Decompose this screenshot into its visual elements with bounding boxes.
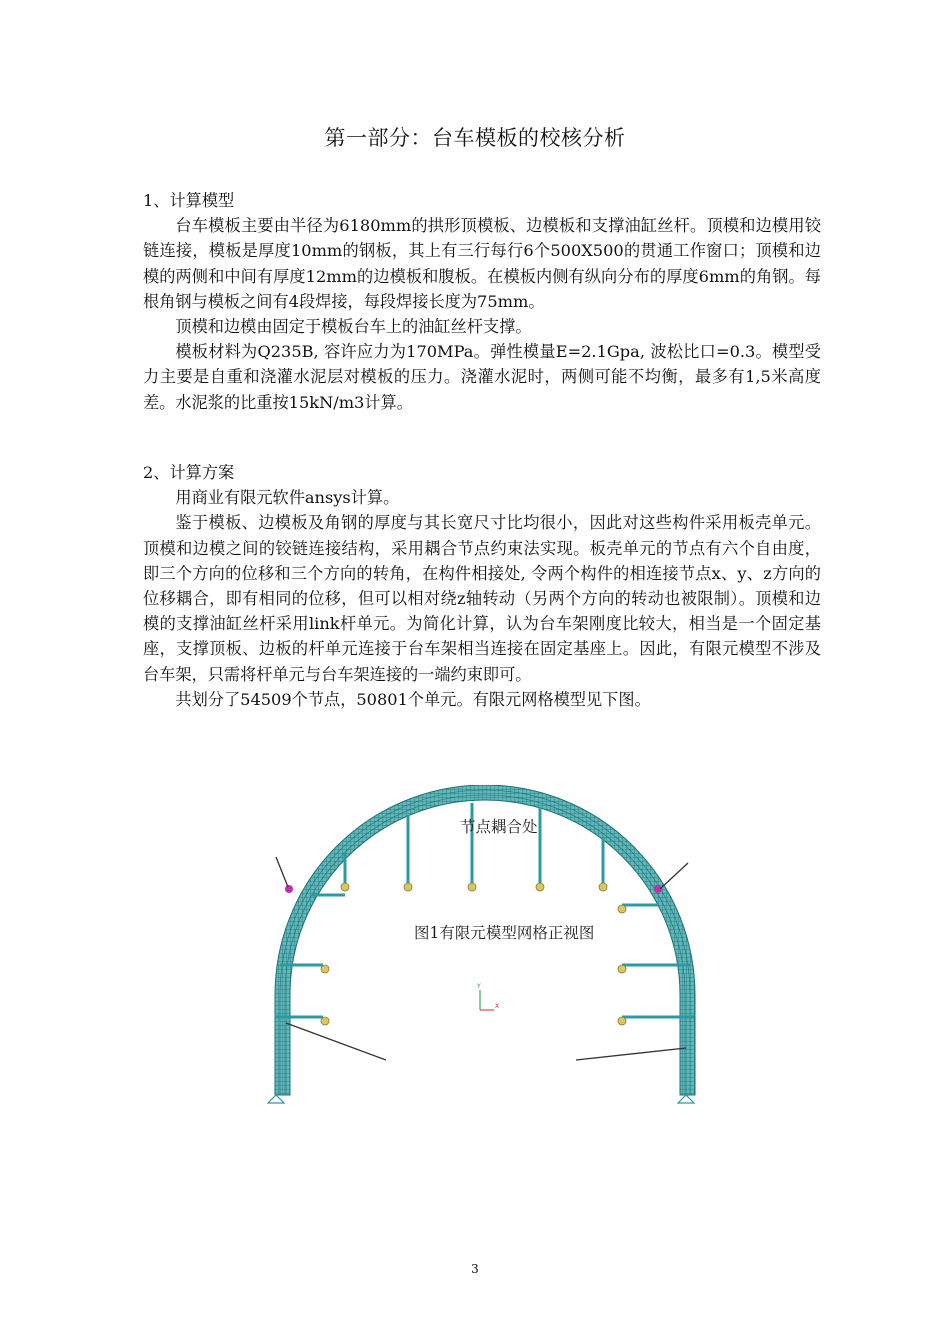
leader-line [660, 863, 688, 889]
support-foot [536, 883, 544, 891]
section-calculation-model [143, 188, 821, 415]
support-foot [341, 883, 349, 891]
paragraph: 台车模板主要由半径为6180mm的拱形顶模板、边模板和支撑油缸丝杆。顶模和边模用铰链连接，模板是厚度10mm的钢板，其上有三行每行6个500X500的贯通工作窗口；顶模和边模的两侧和中间有厚度12mm的边模板和腹板。在模板内侧有纵向分布的厚度6mm的角钢。每根角钢与模板之间有4段焊接，每段焊接长度为75mm。 [143, 216, 821, 311]
support-foot [321, 965, 329, 973]
axis-triad [476, 983, 499, 1010]
support-foot [618, 905, 626, 913]
paragraph: 鉴于模板、边模板及角钢的厚度与其长宽尺寸比均很小，因此对这些构件采用板壳单元。顶模和边模之间的铰链连接结构，采用耦合节点约束法实现。板壳单元的节点有六个自由度，即三个方向的位移和三个方向的转角，在构件相接处, 令两个构件的相连接节点x、y、z方向的位移耦合，即有相同的位移，但可以相对绕z轴转动（另两个方向的转动也被限制）。顶模和边模的支撑油缸丝杆采用link杆单元。为简化计算，认为台车架刚度比较大，相当是一个固定基座，支撑顶板、边板的杆单元连接于台车架相当连接在固定基座上。因此，有限元模型不涉及台车架，只需将杆单元与台车架连接的一端约束即可。 [143, 513, 821, 684]
support-foot [618, 1017, 626, 1025]
support-foot [404, 883, 412, 891]
paragraph: 共划分了54509个节点，50801个单元。有限元网格模型见下图。 [175, 689, 651, 709]
side-supports [276, 895, 694, 1017]
support-foot [599, 883, 607, 891]
page-title: 第一部分：台车模板的校核分析 [324, 126, 626, 150]
paragraph: 顶模和边模由固定于模板台车上的油缸丝杆支撑。 [175, 317, 532, 337]
leader-line [276, 857, 288, 887]
axis-x-label: X [495, 1003, 500, 1010]
section-heading: 2、计算方案 [143, 463, 235, 482]
paragraph: 用商业有限元软件ansys计算。 [175, 488, 400, 508]
section-heading: 1、计算模型 [143, 191, 235, 210]
constraint-symbol [678, 1095, 694, 1103]
support-foot [321, 1017, 329, 1025]
coupling-node-label: 节点耦合处 [460, 818, 538, 836]
constraint-symbol [268, 1095, 284, 1103]
support-foot [618, 965, 626, 973]
paragraph: 模板材料为Q235B, 容许应力为170MPa。弹性模量E=2.1Gpa, 波松比口=0.3。模型受力主要是自重和浇灌水泥层对模板的压力。浇灌水泥时，两侧可能不均衡，最多有1,5米高度差。水泥浆的比重按15kN/m3计算。 [143, 342, 821, 412]
page-number: 3 [471, 1262, 479, 1276]
leader-line [576, 1048, 686, 1060]
leader-line [286, 1023, 386, 1060]
axis-y-label: Y [477, 983, 481, 990]
coupling-node-marker [285, 885, 293, 893]
support-feet [321, 883, 626, 1025]
base-constraints [268, 1095, 694, 1103]
section-calculation-scheme [143, 460, 821, 712]
support-foot [468, 883, 476, 891]
figure-caption: 图1有限元模型网格正视图 [414, 924, 595, 942]
leader-lines [276, 857, 688, 1060]
